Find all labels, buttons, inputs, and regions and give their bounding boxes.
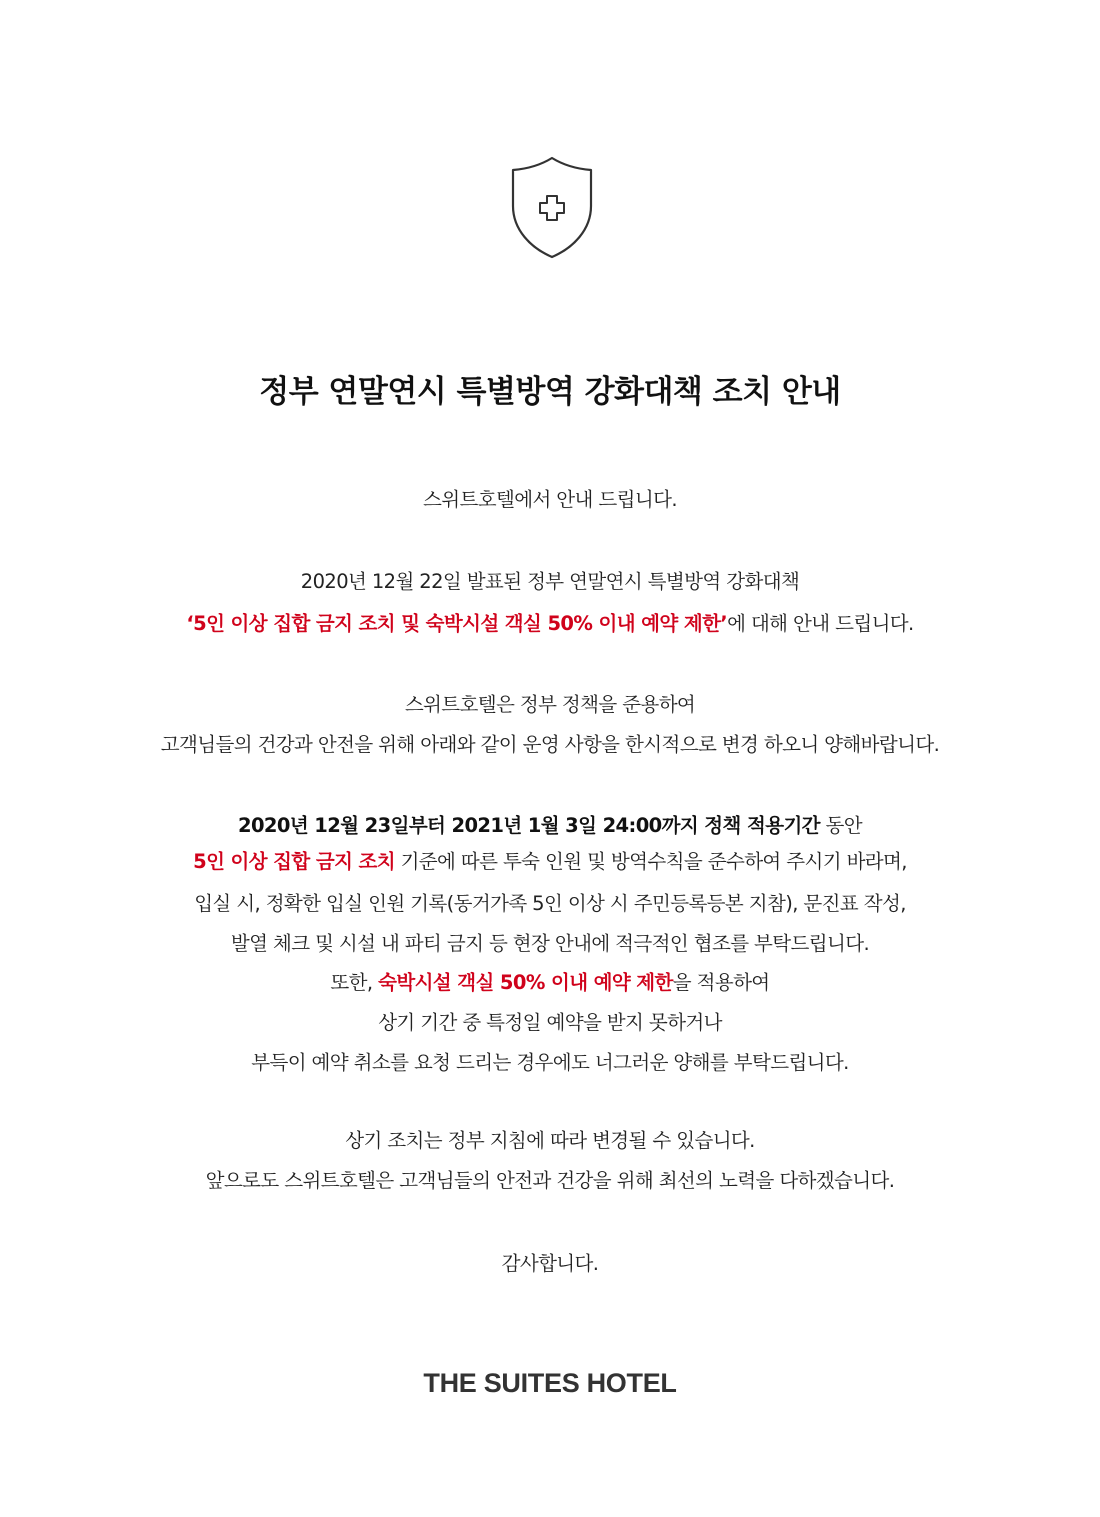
reservation-limit-highlight: 숙박시설 객실 50% 이내 예약 제한 <box>378 971 673 994</box>
shield-medical-icon <box>509 156 595 260</box>
gathering-ban-highlight: 5인 이상 집합 금지 조치 <box>193 850 395 873</box>
period-line-5 <box>0 967 1100 999</box>
period-line-5-pre: 또한, <box>330 971 379 994</box>
announcement-line-1: 2020년 12월 22일 발표된 정부 연말연시 특별방역 강화대책 <box>300 570 800 593</box>
period-line-1 <box>0 810 1100 842</box>
period-line-7: 부득이 예약 취소를 요청 드리는 경우에도 너그러운 양해를 부탁드립니다. <box>251 1051 849 1074</box>
closing-line-2: 앞으로도 스위트호텔은 고객님들의 안전과 건강을 위해 최선의 노력을 다하겠습니다. <box>205 1169 895 1192</box>
period-line-6: 상기 기간 중 특정일 예약을 받지 못하거나 <box>378 1011 722 1034</box>
announcement-highlight: ‘5인 이상 집합 금지 조치 및 숙박시설 객실 50% 이내 예약 제한’ <box>186 612 728 635</box>
period-line-3: 입실 시, 정확한 입실 인원 기록(동거가족 5인 이상 시 주민등록등본 지참), 문진표 작성, <box>194 892 906 915</box>
brand-logo: THE SUITES HOTEL <box>423 1368 677 1398</box>
period-line-2-rest: 기준에 따른 투숙 인원 및 방역수칙을 준수하여 주시기 바라며, <box>394 850 907 873</box>
greeting-text: 스위트호텔에서 안내 드립니다. <box>423 488 677 511</box>
period-line-4: 발열 체크 및 시설 내 파티 금지 등 현장 안내에 적극적인 협조를 부탁드립니다. <box>230 932 870 955</box>
period-line-2 <box>0 846 1100 878</box>
announcement-line-2 <box>0 608 1100 640</box>
policy-period: 2020년 12월 23일부터 2021년 1월 3일 24:00까지 정책 적용기간 <box>237 814 820 837</box>
page-title: 정부 연말연시 특별방역 강화대책 조치 안내 <box>259 374 841 410</box>
closing-line-1: 상기 조치는 정부 지침에 따라 변경될 수 있습니다. <box>345 1129 755 1152</box>
period-line-1-rest: 동안 <box>819 814 862 837</box>
thanks-text: 감사합니다. <box>501 1252 599 1275</box>
policy-line-2: 고객님들의 건강과 안전을 위해 아래와 같이 운영 사항을 한시적으로 변경 하오니 양해바랍니다. <box>160 733 940 756</box>
period-line-5-rest: 을 적용하여 <box>672 971 770 994</box>
announcement-line-2-rest: 에 대해 안내 드립니다. <box>727 612 914 635</box>
policy-line-1: 스위트호텔은 정부 정책을 준용하여 <box>404 693 696 716</box>
